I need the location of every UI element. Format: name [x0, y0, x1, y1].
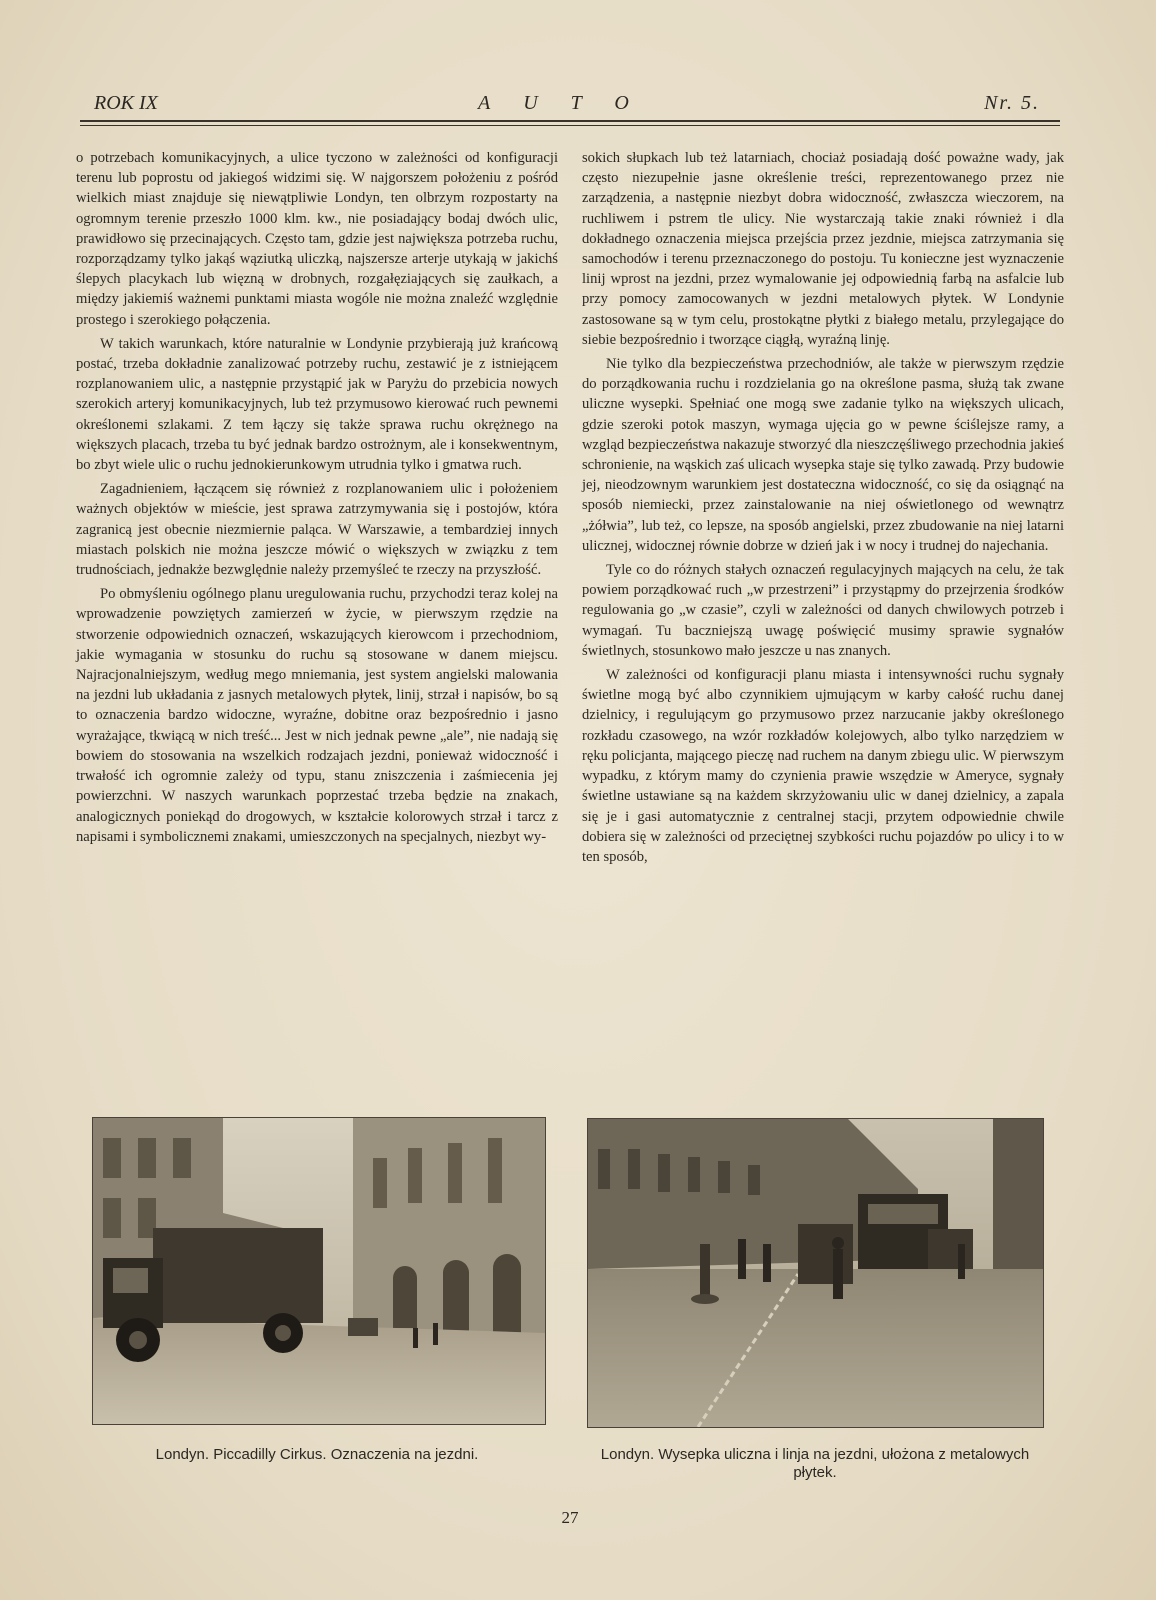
- paragraph: o potrzebach komunikacyjnych, a ulice tyczono w zależności od konfiguracji terenu lub poprostu od jakiegoś widzimi się. W najgorszem położeniu z pośród wielkich miast znajduje się niewątpliwie Londyn, ten olbrzym rozpostarty na ogromnym terenie przeszło 1000 klm. kw., nie posiadający bodaj dwóch ulic, prawidłowo się przecinających. Często tam, gdzie jest największa potrzeba ruchu, rozporządzamy tylko jakąś wąziutką uliczką, najszersze arterje utykają w jakichś ślepych placykach lub więzną w drobnych, rozgałęziających się zaułkach, a między jakiemiś ważnemi punktami miasta wogóle nie można znaleźć względnie prostego i szerokiego połączenia.: [76, 150, 558, 328]
- running-header: [78, 92, 1058, 120]
- paragraph: Tyle co do różnych stałych oznaczeń regulacyjnych mających na celu, że tak powiem porządkować ruch „w przestrzeni” i przystąpmy do przejrzenia środków regulowania go „w czasie”, czyli w zależności od danych chwilowych potrzeb i wymagań. Tu baczniejszą uwagę poświęcić musimy sprawie sygnałów świetlnych, stosunkowo mało jeszcze u nas znanych.: [582, 562, 1064, 659]
- header-issue: Nr. 5.: [984, 92, 1040, 114]
- photo-caption: Londyn. Wysepka uliczna i linja na jezdni, ułożona z metalowych płytek.: [600, 1446, 1030, 1481]
- photo-piccadilly: [92, 1117, 546, 1425]
- header-title: AUTO: [478, 92, 662, 114]
- right-column: [582, 148, 1064, 871]
- page-number: 27: [561, 1508, 579, 1527]
- paragraph: Zagadnieniem, łączącem się również z rozplanowaniem ulic i położeniem ważnych objektów w mieście, jest sprawa zatrzymywania się i postojów, która zagranicą jest obecnie niezmiernie paląca. W Warszawie, a tembardziej innych miastach polskich nie można jeszcze mówić o większych w związku z tem trudnościach, jednakże bezwględnie należy przemyśleć te rzeczy na przyszłość.: [76, 481, 558, 579]
- paragraph: Nie tylko dla bezpieczeństwa przechodniów, ale także w pierwszym rzędzie do porządkowania ruchu i rozdzielania go na określone pasma, służą tak zwane uliczne wysepki. Spełniać one mogą swe zadanie tylko na większych ulicach, gdzie szeroki potok maszyn, wymaga ujęcia go w pewne ściślejsze ramy, a wzgląd bezpieczeństwa nakazuje stworzyć dla nieszczęśliwego przechodnia jakieś schronienie, na wąskich zaś ulicach wysepka staje się tylko zawadą. Przy budowie jej, nieodzownym warunkiem jest dostateczna widoczność, co się da osiągnąć na sposób niemiecki, przez zainstalowanie na niej oświetlonego od wewnątrz „żółwia”, lub też, co lepsze, na sposób angielski, przez zbudowanie na niej latarni ulicznej, widocznej równie dobrze w dzień jak i w nocy i trudnej do najechania.: [582, 356, 1064, 554]
- paragraph: W zależności od konfiguracji planu miasta i intensywności ruchu sygnały świetlne mogą być albo czynnikiem ujmującym w karby całość ruchu danej dzielnicy, i regulującym go przymusowo przez narzucanie jakby określonego rozkładu czasowego, na wzór rozkładów kolejowych, albo tylko narzędziem w ręku policjanta, mającego pieczę nad ruchem na danym zbiegu ulic. W pierwszym wypadku, z którym mamy do czynienia prawie wszędzie w Ameryce, sygnały świetlne ustawiane są na każdem skrzyżowaniu ulic w danej dzielnicy, a zapala się je i gasi automatycznie z centralnej stacji, przytem odpowiednie chwile dobiera się w zależności od przeciętnej szybkości ruchu pojazdów po ulicy i to w ten sposób,: [582, 667, 1064, 865]
- left-column: [76, 148, 558, 851]
- header-rule: [80, 120, 1060, 122]
- paragraph: W takich warunkach, które naturalnie w Londynie przybierają już krańcową postać, trzeba dokładnie zanalizować potrzeby ruchu, zestawić je z istniejącem rozplanowaniem ulic, a następnie przystąpić jak w Paryżu do przebicia nowych szerokich arteryj komunikacyjnych, lub też przymusowo kierować ruch pewnemi określonemi szlakami. Z tem łączy się także sprawa ruchu okrężnego na większych placach, trzeba tu być jednak bardzo ostrożnym, ale i konsekwentnym, bo zbyt wiele ulic o ruchu jednokierunkowym utrudnia tylko i gmatwa ruch.: [76, 335, 558, 474]
- header-rule-thin: [80, 125, 1060, 126]
- photo-piccadilly-image: [93, 1118, 545, 1424]
- photo-caption: Londyn. Piccadilly Cirkus. Oznaczenia na jezdni.: [155, 1446, 479, 1463]
- photo-traffic-island: [587, 1118, 1044, 1428]
- paragraph: Po obmyśleniu ogólnego planu uregulowania ruchu, przychodzi teraz kolej na wprowadzenie powziętych zamierzeń w życie, w pierwszym rzędzie na stworzenie odpowiednich oznaczeń, wskazujących kierowcom i przechodniom, jakie wymagania w stosunku do ruchu są stosowane w danem miejscu. Najracjonalniejszym, według mego mniemania, jest system angielski malowania na jezdni lub układania z jasnych metalowych płytek, linij, strzał i napisów, bo są to oznaczenia bardzo widoczne, wyraźne, dobitne oraz bezpośrednio i jasno wyrażające, tkwiącą w nich treść... Jest w nich jednak pewne „ale”, nie nadają się bowiem do stosowania na wszelkich rodzajach jezdni, ponieważ widoczność i trwałość ich ogromnie zależy od typu, stanu zniszczenia i zaśmiecenia jej powierzchni. W naszych warunkach poprzestać trzeba będzie na znakach, analogicznych poniekąd do drogowych, w kształcie kolorowych strzał i tarcz z napisami i symbolicznemi znakami, umieszczonych na specjalnych, niezbyt wy-: [76, 586, 558, 845]
- photo-traffic-island-image: [588, 1119, 1043, 1427]
- header-volume: ROK IX: [94, 92, 158, 114]
- paragraph: sokich słupkach lub też latarniach, chociaż posiadają dość poważne wady, jak często niezupełnie jasne określenie treści, reprezentowanego przez nie zarządzenia, a następnie niezbyt dobra widoczność, zwłaszcza wieczorem, na ruchliwem i pstrem tle ulicy. Nie wystarczają takie znaki również i dla dokładnego oznaczenia miejsca przejścia przez jezdnie, miejsca zatrzymania się samochodów i terenu przeznaczonego do postoju. Tu konieczne jest wyznaczenie linij wprost na jezdni, przez wymalowanie jej odpowiednią farbą na asfalcie lub przy pomocy zamocowanych w jezdni metalowych płytek. W Londynie zastosowane są w tym celu, prostokątne płytki z białego metalu, przylegające do siebie bezpośrednio i tworzące ciągłą, wyraźną linję.: [582, 150, 1064, 348]
